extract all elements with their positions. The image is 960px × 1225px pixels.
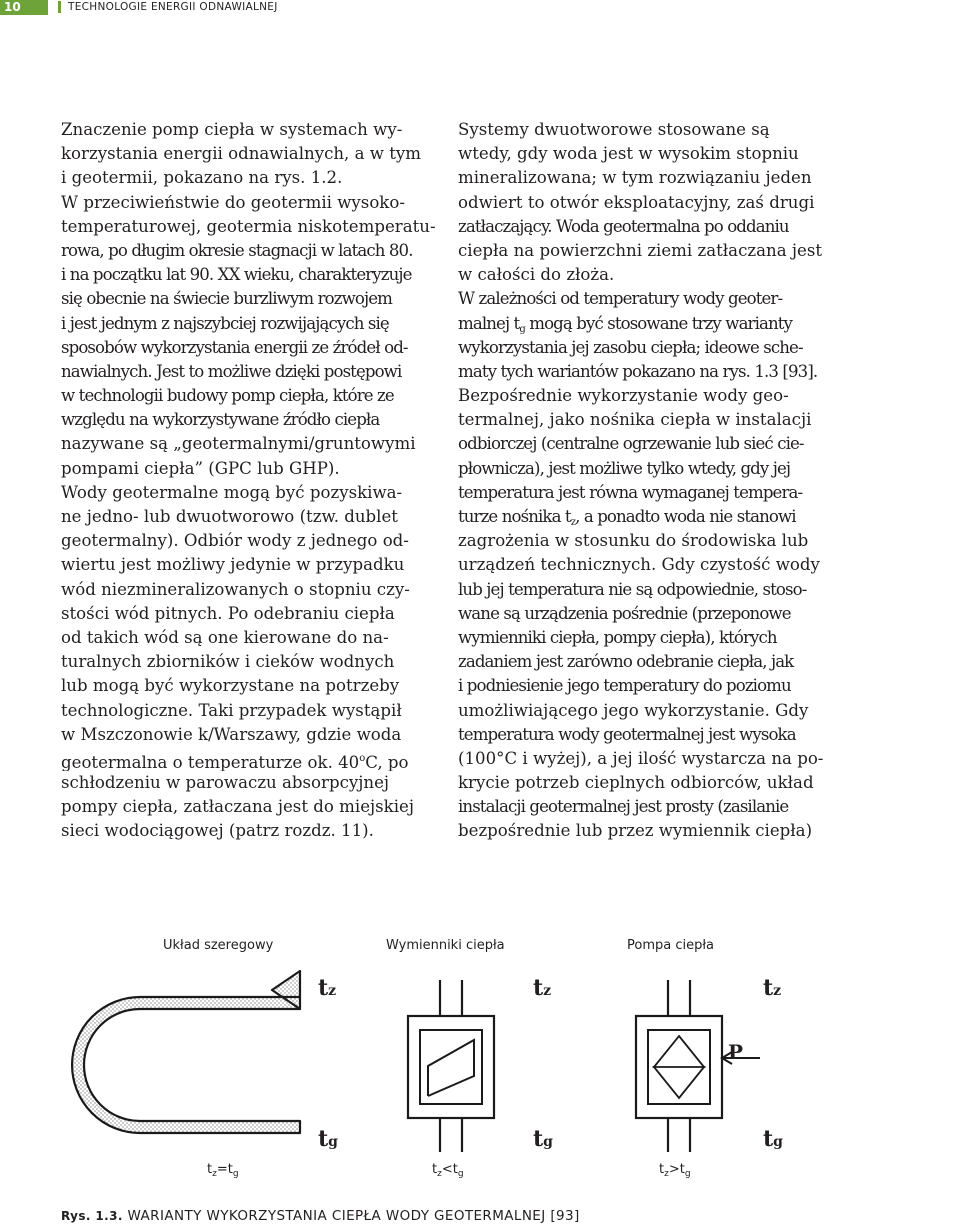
caption-label: Rys. 1.3. [61,1209,123,1223]
text-line: wymienniki ciepła, pompy ciepła), których [458,627,777,647]
text-line: i geotermii, pokazano na rys. 1.2. [61,168,343,188]
text-line: wtedy, gdy woda jest w wysokim stopniu [458,144,799,164]
exchanger-upper-pipe [440,980,462,1016]
text-line: temperatura wody geotermalnej jest wysoka [458,724,796,744]
text-line: Wody geotermalne mogą być pozyskiwa- [61,482,403,502]
text-line: rowa, po długim okresie stagnacji w latach 80. [61,240,413,260]
pump-lower-pipe [668,1118,690,1152]
text-line: płownicza), jest możliwe tylko wtedy, gdy jej [458,458,791,478]
text-line: i jest jednym z najszybciej rozwijających się [61,313,389,333]
text-line: pompami ciepła” (GPC lub GHP). [61,458,340,478]
text-line: nawialnych. Jest to możliwe dzięki postępowi [61,361,402,381]
text-fragment: turze nośnika t [458,507,571,526]
text-fragment: geotermalna o temperaturze ok. 40 [61,752,360,772]
label-power: P [728,1040,744,1064]
text-line: temperaturowej, geotermia niskotemperatu- [61,216,436,236]
subscript: g [519,323,525,335]
label-tz-panel1: tz [318,975,337,1001]
section-title: TECHNOLOGIE ENERGII ODNAWIALNEJ [68,1,278,13]
text-line: względu na wykorzystywane źródło ciepła [61,410,380,430]
text-line: wiertu jest możliwy jedynie w przypadku [61,555,405,575]
text-line: wód niezmineralizowanych o stopniu czy- [61,579,410,599]
formula-exchangers: $t_z<t_g$ [432,1162,464,1179]
pump-upper-pipe [668,980,690,1016]
degree-superscript: o [359,752,366,764]
figure-caption [61,1208,580,1224]
page-number: 10 [0,0,48,15]
text-line: zadaniem jest zarówno odebranie ciepła, jak [458,652,794,672]
label-tz-panel2: tz [533,975,552,1001]
label-tg-panel3: tg [763,1126,783,1152]
heat-pump-diagram [636,980,760,1152]
text-line: Systemy dwuotworowe stosowane są [458,120,770,139]
text-line: wane są urządzenia pośrednie (przeponowe [458,603,791,623]
text-line: krycie potrzeb cieplnych odbiorców, układ [458,773,814,793]
text-line: instalacji geotermalnej jest prosty (zasilanie [458,797,789,817]
text-line: ciepła na powierzchni ziemi zatłaczana jest [458,240,823,260]
text-line: sieci wodociągowej (patrz rozdz. 11). [61,821,374,841]
text-line: zatłaczający. Woda geotermalna po oddaniu [458,216,789,236]
formula-series: $t_z=t_g$ [207,1162,239,1179]
text-fragment: mogą być stosowane trzy warianty [524,313,793,333]
figure-title-heat-exchangers: Wymienniki ciepła [386,938,505,953]
text-line: technologiczne. Taki przypadek wystąpił [61,700,402,720]
text-line: schłodzeniu w parowaczu absorpcyjnej [61,773,390,793]
text-line: ne jedno- lub dwuotworowo (tzw. dublet [61,507,398,526]
text-line: pompy ciepła, zatłaczana jest do miejskiej [61,797,415,817]
label-tg-panel2: tg [533,1126,553,1152]
text-line: urządzeń technicznych. Gdy czystość wody [458,555,820,575]
text-line: lub mogą być wykorzystane na potrzeby [61,676,400,696]
text-line: temperatura jest równa wymaganej tempera- [458,482,803,502]
text-line: w Mszczonowie k/Warszawy, gdzie woda [61,724,402,744]
text-line: w technologii budowy pomp ciepła, które ze [61,386,394,406]
formula-heat-pump: $t_z>t_g$ [659,1162,691,1179]
text-line: (100°C i wyżej), a jej ilość wystarcza na po- [458,748,824,768]
series-diagram [72,959,328,1133]
text-line: odwiert to otwór eksploatacyjny, zaś drugi [458,192,815,212]
text-line: stości wód pitnych. Po odebraniu ciepła [61,603,395,623]
text-line: Znaczenie pomp ciepła w systemach wy- [61,120,403,139]
caption-text: WARIANTY WYKORZYSTANIA CIEPŁA WODY GEOTERMALNEJ [93] [127,1208,580,1224]
text-line: nazywane są „geotermalnymi/gruntowymi [61,434,416,454]
text-line: wykorzystania jej zasobu ciepła; ideowe sche- [458,337,803,357]
text-line: sposobów wykorzystania energii ze źródeł od- [61,337,408,357]
text-line: Bezpośrednie wykorzystanie wody geo- [458,386,789,406]
text-line: bezpośrednie lub przez wymiennik ciepła) [458,821,813,841]
text-line: w całości do złoża. [458,265,615,285]
text-fragment: malnej t [458,313,520,333]
exchanger-lower-pipe [440,1118,462,1152]
text-line: i podniesienie jego temperatury do poziomu [458,676,791,696]
text-line: maty tych wariantów pokazano na rys. 1.3 [93]. [458,361,818,381]
text-fragment: , a ponadto woda nie stanowi [575,507,796,526]
text-line: termalnej, jako nośnika ciepła w instalacji [458,410,812,430]
text-line: turalnych zbiorników i cieków wodnych [61,652,395,672]
figure-title-heat-pump: Pompa ciepła [627,938,715,953]
text-line: W przeciwieństwie do geotermii wysoko- [61,192,405,212]
text-line: od takich wód są one kierowane do na- [61,627,389,647]
text-line: korzystania energii odnawialnych, a w tym [61,144,422,164]
text-line: umożliwiającego jego wykorzystanie. Gdy [458,700,809,720]
text-fragment: C, po [365,752,409,772]
text-line: W zależności od temperatury wody geoter- [458,289,783,309]
heat-exchanger-diagram [408,980,494,1152]
text-line: i na początku lat 90. XX wieku, charakteryzuje [61,265,412,285]
text-line: zagrożenia w stosunku do środowiska lub [458,531,809,551]
figure-title-series: Układ szeregowy [163,938,274,953]
label-tz-panel3: tz [763,975,782,1001]
text-line: geotermalny). Odbiór wody z jednego od- [61,531,409,551]
text-line: mineralizowana; w tym rozwiązaniu jeden [458,168,812,188]
series-flow-arrow [72,971,300,1133]
text-line: lub jej temperatura nie są odpowiednie, stoso- [458,579,807,599]
label-tg-panel1: tg [318,1126,338,1152]
text-line: odbiorczej (centralne ogrzewanie lub sieć cie- [458,434,804,454]
subscript: z [570,517,576,528]
text-line: się obecnie na świecie burzliwym rozwojem [61,289,392,309]
